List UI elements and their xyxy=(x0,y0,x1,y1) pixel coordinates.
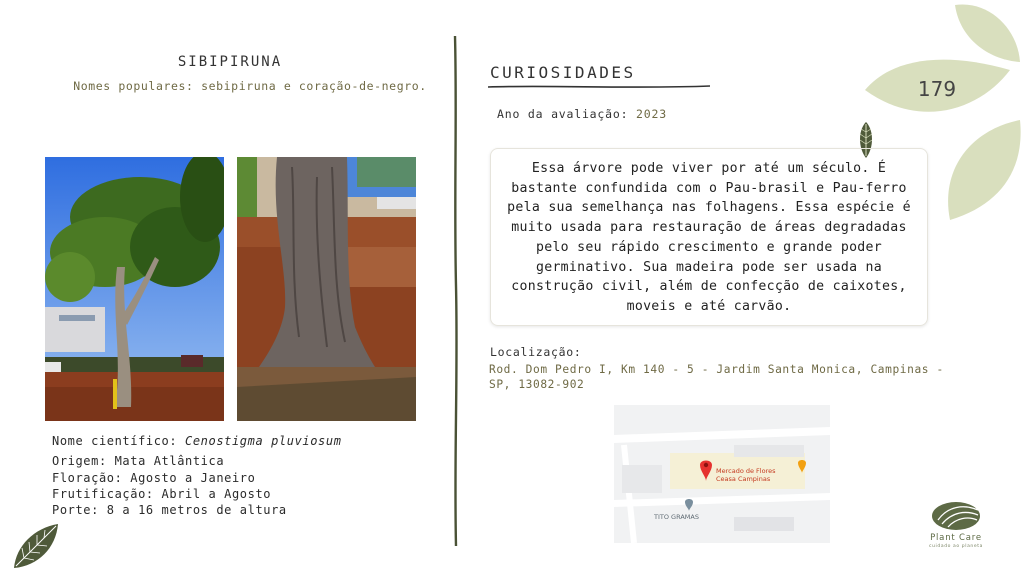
map-pin-label: Mercado de Flores xyxy=(716,467,776,475)
leaf-icon xyxy=(10,522,62,572)
flowering: Floração: Agosto a Janeiro xyxy=(52,471,256,485)
map-poi-label: TITO GRAMAS xyxy=(654,513,699,521)
curiosities-box xyxy=(490,148,928,326)
brand-name: Plant Care xyxy=(930,533,982,543)
divider xyxy=(450,36,460,546)
brand-logo xyxy=(930,500,982,532)
year-value: 2023 xyxy=(636,107,667,121)
page-number: 179 xyxy=(917,77,957,101)
location-label: Localização: xyxy=(490,345,582,359)
scientific-name-label: Nome científico: xyxy=(52,434,178,448)
curiosities-text: Essa árvore pode viver por até um século. É bastante confundida com o Pau-brasil e Pau-ferro pela sua semelhança nas folhagens. Essa espécie é muito usada para restauração de áreas degradadas pelo seu rápido crescimento e grande poder germinativo. Sua madeira pode ser usada na construção civil, além de confecção de caixotes, moveis e até carvão. xyxy=(507,161,911,314)
location-map[interactable] xyxy=(614,405,830,543)
title-underline xyxy=(488,84,713,90)
evaluation-year xyxy=(497,107,667,121)
brand-tagline: cuidado ao planeta xyxy=(929,544,983,549)
map-pin-label: Ceasa Campinas xyxy=(716,475,771,483)
fruiting: Frutificação: Abril a Agosto xyxy=(52,487,272,501)
tree-photo xyxy=(45,157,224,421)
curiosities-title: CURIOSIDADES xyxy=(490,63,636,82)
scientific-name-value: Cenostigma pluviosum xyxy=(185,434,342,448)
scientific-name xyxy=(52,434,342,448)
year-label: Ano da avaliação: xyxy=(497,107,629,121)
trunk-photo xyxy=(237,157,416,421)
popular-names: Nomes populares: sebipiruna e coração-de-negro. xyxy=(73,79,427,93)
size: Porte: 8 a 16 metros de altura xyxy=(52,503,287,517)
origin: Origem: Mata Atlântica xyxy=(52,454,225,468)
location-address: Rod. Dom Pedro I, Km 140 - 5 - Jardim Santa Monica, Campinas - SP, 13082-902 xyxy=(489,363,944,391)
species-title: SIBIPIRUNA xyxy=(177,54,283,70)
